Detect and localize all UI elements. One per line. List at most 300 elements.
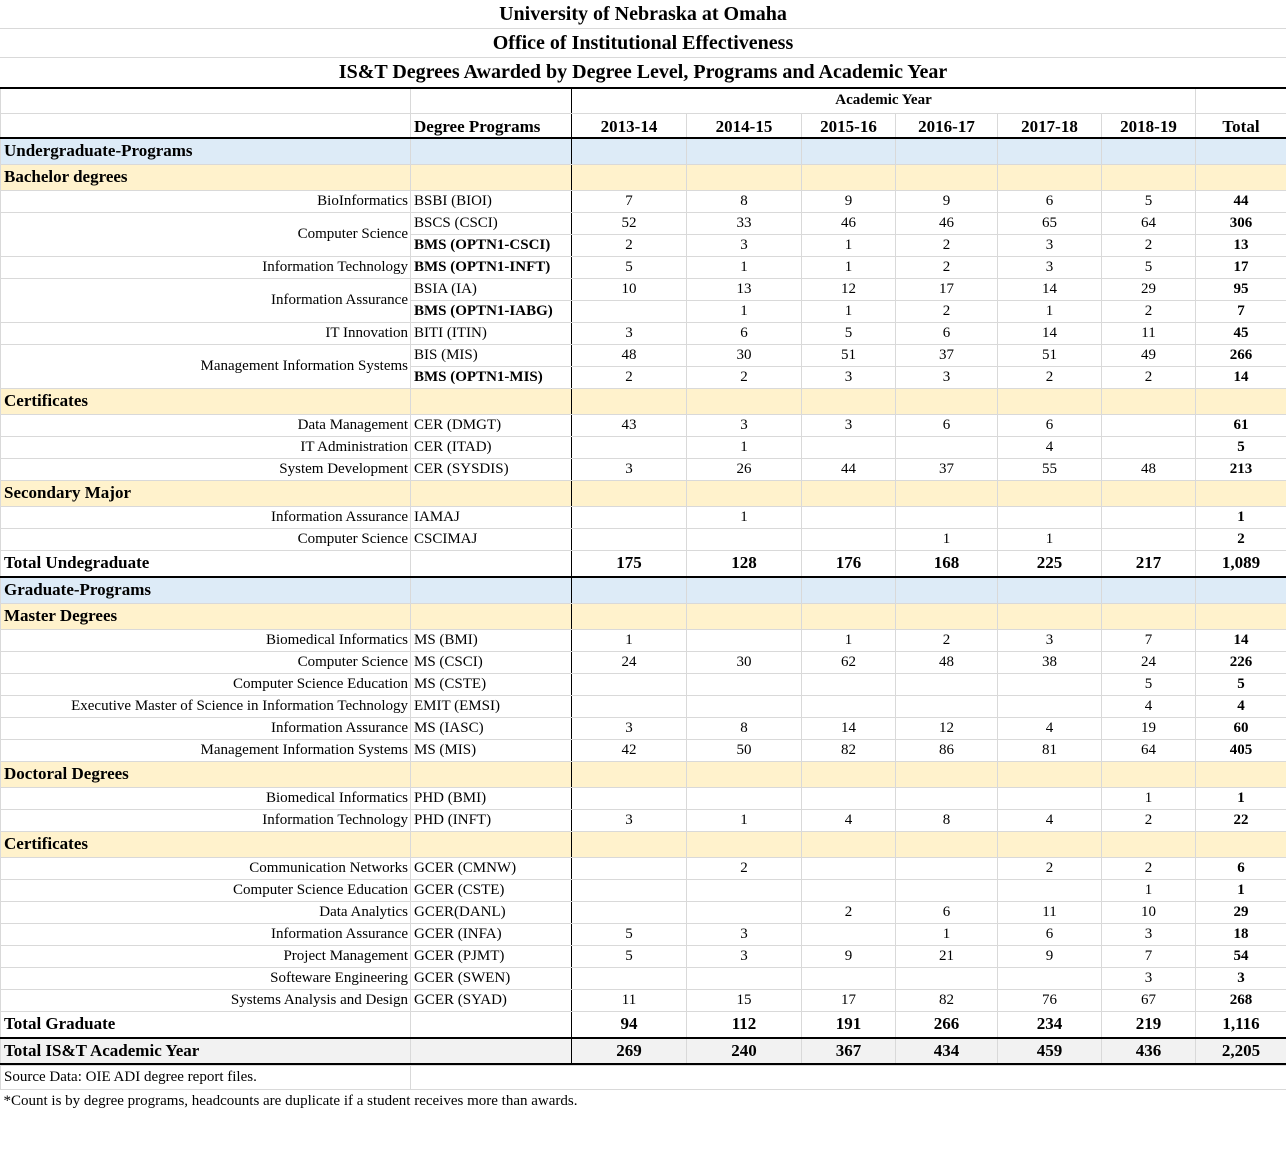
empty-cell — [687, 761, 802, 787]
year-value: 14 — [802, 717, 896, 739]
empty-cell — [572, 480, 687, 506]
year-value: 52 — [572, 212, 687, 234]
table-row — [1, 344, 1286, 366]
section-header-row — [1, 831, 1286, 857]
year-value: 46 — [802, 212, 896, 234]
year-value: 3 — [687, 414, 802, 436]
year-value: 17 — [802, 989, 896, 1011]
year-value: 1 — [802, 256, 896, 278]
year-value: 7 — [1102, 945, 1196, 967]
total-value: 168 — [896, 550, 998, 577]
degree-program: BMS (OPTN1-INFT) — [411, 256, 572, 278]
year-value: 6 — [998, 414, 1102, 436]
program-name: Management Information Systems — [1, 344, 411, 388]
year-value: 8 — [896, 809, 998, 831]
year-value: 1 — [802, 300, 896, 322]
empty-cell — [802, 164, 896, 190]
row-total: 18 — [1196, 923, 1286, 945]
year-value: 2 — [1102, 857, 1196, 879]
grand-total: 2,205 — [1196, 1038, 1286, 1064]
year-value: 4 — [1102, 695, 1196, 717]
degree-program: CER (DMGT) — [411, 414, 572, 436]
degree-program: CSCIMAJ — [411, 528, 572, 550]
year-value: 4 — [998, 436, 1102, 458]
year-value: 2 — [998, 366, 1102, 388]
year-value — [687, 673, 802, 695]
empty-cell — [802, 603, 896, 629]
table-row — [1, 857, 1286, 879]
program-name: Biomedical Informatics — [1, 787, 411, 809]
year-value: 2 — [687, 857, 802, 879]
row-total: 14 — [1196, 629, 1286, 651]
year-value: 10 — [1102, 901, 1196, 923]
year-value: 6 — [896, 414, 998, 436]
program-name: Information Technology — [1, 809, 411, 831]
empty-cell — [802, 388, 896, 414]
program-name: Communication Networks — [1, 857, 411, 879]
program-name: Data Management — [1, 414, 411, 436]
empty-cell — [998, 577, 1102, 603]
row-total: 60 — [1196, 717, 1286, 739]
degree-program: BSCS (CSCI) — [411, 212, 572, 234]
empty-cell — [998, 480, 1102, 506]
row-total: 4 — [1196, 695, 1286, 717]
row-total: 213 — [1196, 458, 1286, 480]
total-label: Total Undegraduate — [1, 550, 411, 577]
section-label: Undergraduate-Programs — [1, 138, 411, 164]
row-total: 306 — [1196, 212, 1286, 234]
section-header-row — [1, 138, 1286, 164]
year-value — [687, 528, 802, 550]
year-value: 51 — [802, 344, 896, 366]
year-value: 5 — [1102, 190, 1196, 212]
table-row — [1, 739, 1286, 761]
year-value: 48 — [572, 344, 687, 366]
year-value: 11 — [572, 989, 687, 1011]
year-value: 5 — [802, 322, 896, 344]
empty-cell — [1102, 480, 1196, 506]
row-total: 7 — [1196, 300, 1286, 322]
empty-cell — [998, 761, 1102, 787]
year-value: 11 — [1102, 322, 1196, 344]
table-row — [1, 967, 1286, 989]
year-value: 30 — [687, 344, 802, 366]
program-name: Information Technology — [1, 256, 411, 278]
table-row — [1, 528, 1286, 550]
year-header: 2013-14 — [572, 113, 687, 138]
total-row — [1, 1011, 1286, 1038]
source-note: Source Data: OIE ADI degree report files. — [1, 1066, 411, 1090]
year-value: 3 — [572, 458, 687, 480]
total-value: 217 — [1102, 550, 1196, 577]
year-value: 3 — [687, 234, 802, 256]
empty-cell — [802, 831, 896, 857]
year-value: 7 — [1102, 629, 1196, 651]
year-value: 19 — [1102, 717, 1196, 739]
year-value: 17 — [896, 278, 998, 300]
year-value: 65 — [998, 212, 1102, 234]
year-value — [896, 967, 998, 989]
row-total: 5 — [1196, 436, 1286, 458]
year-value — [998, 673, 1102, 695]
year-value: 55 — [998, 458, 1102, 480]
year-value: 4 — [998, 717, 1102, 739]
year-value: 76 — [998, 989, 1102, 1011]
year-value: 33 — [687, 212, 802, 234]
year-value: 15 — [687, 989, 802, 1011]
year-value: 6 — [896, 322, 998, 344]
table-row — [1, 879, 1286, 901]
year-value: 30 — [687, 651, 802, 673]
year-value: 2 — [896, 234, 998, 256]
year-value: 2 — [1102, 300, 1196, 322]
year-value: 38 — [998, 651, 1102, 673]
year-value: 26 — [687, 458, 802, 480]
empty-cell — [687, 831, 802, 857]
year-value: 6 — [998, 923, 1102, 945]
row-total: 5 — [1196, 673, 1286, 695]
row-total: 61 — [1196, 414, 1286, 436]
year-value: 48 — [1102, 458, 1196, 480]
year-value: 9 — [896, 190, 998, 212]
row-total: 3 — [1196, 967, 1286, 989]
row-total: 1 — [1196, 879, 1286, 901]
total-value: 459 — [998, 1038, 1102, 1064]
year-value: 5 — [1102, 256, 1196, 278]
degrees-table — [0, 87, 1286, 1065]
year-value — [802, 528, 896, 550]
program-name: Executive Master of Science in Information Technology — [1, 695, 411, 717]
year-value: 2 — [896, 256, 998, 278]
year-value: 3 — [572, 809, 687, 831]
year-value — [572, 673, 687, 695]
degree-programs-header: Degree Programs — [411, 113, 572, 138]
year-value: 3 — [802, 366, 896, 388]
year-value — [998, 787, 1102, 809]
year-value: 5 — [1102, 673, 1196, 695]
year-value: 81 — [998, 739, 1102, 761]
year-value: 1 — [572, 629, 687, 651]
year-value: 24 — [1102, 651, 1196, 673]
empty-cell — [411, 831, 572, 857]
section-label: Certificates — [1, 831, 411, 857]
year-header: 2014-15 — [687, 113, 802, 138]
year-value: 6 — [998, 190, 1102, 212]
year-value: 8 — [687, 717, 802, 739]
program-name: IT Innovation — [1, 322, 411, 344]
year-value: 6 — [687, 322, 802, 344]
report-heading: IS&T Degrees Awarded by Degree Level, Programs and Academic Year — [338, 61, 948, 83]
year-value: 2 — [896, 300, 998, 322]
degree-program: EMIT (EMSI) — [411, 695, 572, 717]
year-value: 3 — [896, 366, 998, 388]
section-header-row — [1, 388, 1286, 414]
year-value: 3 — [1102, 923, 1196, 945]
year-value: 14 — [998, 278, 1102, 300]
program-name: Computer Science Education — [1, 879, 411, 901]
year-value: 3 — [998, 629, 1102, 651]
program-name: IT Administration — [1, 436, 411, 458]
table-row — [1, 322, 1286, 344]
table-row — [1, 458, 1286, 480]
year-value — [1102, 506, 1196, 528]
count-note: *Count is by degree programs, headcounts are duplicate if a student receives more than awards. — [3, 1093, 578, 1110]
total-value: 219 — [1102, 1011, 1196, 1038]
year-value: 51 — [998, 344, 1102, 366]
year-value — [802, 787, 896, 809]
empty-cell — [411, 550, 572, 577]
section-label: Bachelor degrees — [1, 164, 411, 190]
year-value: 64 — [1102, 739, 1196, 761]
year-value — [572, 857, 687, 879]
year-value: 1 — [896, 528, 998, 550]
program-name: Data Analytics — [1, 901, 411, 923]
year-value: 2 — [896, 629, 998, 651]
table-row — [1, 256, 1286, 278]
degree-program: GCER (PJMT) — [411, 945, 572, 967]
empty-cell — [1196, 761, 1286, 787]
table-row — [1, 436, 1286, 458]
table-row — [1, 923, 1286, 945]
total-value: 176 — [802, 550, 896, 577]
table-row — [1, 945, 1286, 967]
empty-cell — [411, 761, 572, 787]
notes-table — [0, 1065, 1286, 1114]
year-value — [896, 857, 998, 879]
year-value: 46 — [896, 212, 998, 234]
year-value: 7 — [572, 190, 687, 212]
table-row — [1, 695, 1286, 717]
year-value — [802, 695, 896, 717]
degree-program: GCER (INFA) — [411, 923, 572, 945]
degree-program: MS (CSTE) — [411, 673, 572, 695]
header-row-1 — [1, 88, 1286, 113]
year-value: 3 — [572, 322, 687, 344]
year-value — [687, 787, 802, 809]
empty-cell — [896, 603, 998, 629]
year-value: 3 — [572, 717, 687, 739]
year-value: 50 — [687, 739, 802, 761]
empty-cell — [1196, 480, 1286, 506]
degree-program: BSIA (IA) — [411, 278, 572, 300]
total-value: 175 — [572, 550, 687, 577]
degree-program: BMS (OPTN1-MIS) — [411, 366, 572, 388]
year-value: 82 — [802, 739, 896, 761]
year-value: 1 — [802, 629, 896, 651]
row-total: 2 — [1196, 528, 1286, 550]
degree-program: IAMAJ — [411, 506, 572, 528]
year-value — [896, 787, 998, 809]
empty-cell — [411, 388, 572, 414]
year-value: 5 — [572, 945, 687, 967]
degree-program: MS (IASC) — [411, 717, 572, 739]
year-value: 2 — [572, 234, 687, 256]
year-value: 3 — [998, 234, 1102, 256]
section-label: Certificates — [1, 388, 411, 414]
table-row — [1, 506, 1286, 528]
year-value — [998, 879, 1102, 901]
empty-cell — [896, 388, 998, 414]
year-value: 44 — [802, 458, 896, 480]
section-header-row — [1, 164, 1286, 190]
year-value — [572, 506, 687, 528]
year-value: 2 — [572, 366, 687, 388]
row-total: 29 — [1196, 901, 1286, 923]
empty-cell — [1102, 831, 1196, 857]
table-row — [1, 787, 1286, 809]
year-value: 12 — [802, 278, 896, 300]
year-value — [998, 695, 1102, 717]
report-subtitle: Office of Institutional Effectiveness — [0, 29, 1286, 58]
year-value — [572, 695, 687, 717]
table-row — [1, 673, 1286, 695]
section-header-row — [1, 603, 1286, 629]
degree-program: GCER (SWEN) — [411, 967, 572, 989]
section-header-row — [1, 577, 1286, 603]
total-value: 234 — [998, 1011, 1102, 1038]
empty-cell — [572, 164, 687, 190]
empty-cell — [687, 138, 802, 164]
program-name: Computer Science — [1, 528, 411, 550]
total-value: 240 — [687, 1038, 802, 1064]
year-value: 2 — [1102, 234, 1196, 256]
row-total: 226 — [1196, 651, 1286, 673]
empty-cell — [572, 831, 687, 857]
program-name: Softeware Engineering — [1, 967, 411, 989]
degree-program: MS (CSCI) — [411, 651, 572, 673]
program-name: BioInformatics — [1, 190, 411, 212]
empty-cell — [1196, 388, 1286, 414]
total-value: 434 — [896, 1038, 998, 1064]
empty-cell — [687, 577, 802, 603]
empty-cell — [802, 761, 896, 787]
degree-program: MS (BMI) — [411, 629, 572, 651]
year-value — [802, 923, 896, 945]
year-value: 2 — [998, 857, 1102, 879]
program-name: Systems Analysis and Design — [1, 989, 411, 1011]
year-value — [896, 673, 998, 695]
year-value — [687, 879, 802, 901]
year-value: 10 — [572, 278, 687, 300]
year-value — [572, 787, 687, 809]
year-value — [572, 436, 687, 458]
year-value: 3 — [998, 256, 1102, 278]
year-value: 37 — [896, 344, 998, 366]
year-value: 1 — [687, 436, 802, 458]
year-value — [896, 695, 998, 717]
year-value: 3 — [687, 945, 802, 967]
total-header: Total — [1196, 113, 1286, 138]
empty-cell — [896, 480, 998, 506]
empty-cell — [1102, 577, 1196, 603]
table-row — [1, 278, 1286, 300]
year-value: 48 — [896, 651, 998, 673]
year-value: 4 — [802, 809, 896, 831]
empty-cell — [411, 1038, 572, 1064]
table-row — [1, 717, 1286, 739]
table-row — [1, 901, 1286, 923]
row-total: 268 — [1196, 989, 1286, 1011]
empty-cell — [572, 761, 687, 787]
empty-cell — [1102, 164, 1196, 190]
total-value: 367 — [802, 1038, 896, 1064]
year-value: 3 — [802, 414, 896, 436]
program-name: Management Information Systems — [1, 739, 411, 761]
year-value — [896, 879, 998, 901]
degree-program: BIS (MIS) — [411, 344, 572, 366]
empty-cell — [1196, 164, 1286, 190]
section-header-row — [1, 480, 1286, 506]
year-value: 11 — [998, 901, 1102, 923]
degree-program: CER (ITAD) — [411, 436, 572, 458]
row-total: 22 — [1196, 809, 1286, 831]
total-row — [1, 550, 1286, 577]
year-value — [802, 879, 896, 901]
program-name: Computer Science — [1, 651, 411, 673]
year-value: 3 — [687, 923, 802, 945]
grand-total: 1,116 — [1196, 1011, 1286, 1038]
year-value: 1 — [998, 528, 1102, 550]
table-row — [1, 809, 1286, 831]
row-total: 1 — [1196, 506, 1286, 528]
year-value: 13 — [687, 278, 802, 300]
empty-cell — [896, 577, 998, 603]
year-value: 5 — [572, 256, 687, 278]
empty-cell — [896, 164, 998, 190]
degree-program: GCER (SYAD) — [411, 989, 572, 1011]
year-value: 29 — [1102, 278, 1196, 300]
degree-program: BMS (OPTN1-IABG) — [411, 300, 572, 322]
year-header: 2018-19 — [1102, 113, 1196, 138]
year-value: 1 — [687, 256, 802, 278]
year-value: 9 — [802, 945, 896, 967]
empty-cell — [1196, 831, 1286, 857]
year-value: 1 — [1102, 787, 1196, 809]
total-value: 436 — [1102, 1038, 1196, 1064]
year-value: 6 — [896, 901, 998, 923]
empty-cell — [411, 480, 572, 506]
row-total: 95 — [1196, 278, 1286, 300]
year-value — [802, 436, 896, 458]
table-row — [1, 414, 1286, 436]
row-total: 405 — [1196, 739, 1286, 761]
year-value: 49 — [1102, 344, 1196, 366]
year-value — [572, 879, 687, 901]
program-name: Project Management — [1, 945, 411, 967]
year-value: 43 — [572, 414, 687, 436]
empty-cell — [411, 603, 572, 629]
year-value — [802, 967, 896, 989]
total-label: Total IS&T Academic Year — [1, 1038, 411, 1064]
year-value: 1 — [687, 506, 802, 528]
degree-program: BSBI (BIOI) — [411, 190, 572, 212]
year-value — [687, 901, 802, 923]
year-value: 3 — [1102, 967, 1196, 989]
year-value — [998, 967, 1102, 989]
year-value: 1 — [1102, 879, 1196, 901]
total-label: Total Graduate — [1, 1011, 411, 1038]
table-row — [1, 989, 1286, 1011]
year-value — [896, 506, 998, 528]
empty-cell — [998, 164, 1102, 190]
empty-cell — [998, 388, 1102, 414]
year-value — [1102, 414, 1196, 436]
section-label: Doctoral Degrees — [1, 761, 411, 787]
header-row-2 — [1, 113, 1286, 138]
year-value: 12 — [896, 717, 998, 739]
year-value: 1 — [687, 300, 802, 322]
year-value: 5 — [572, 923, 687, 945]
